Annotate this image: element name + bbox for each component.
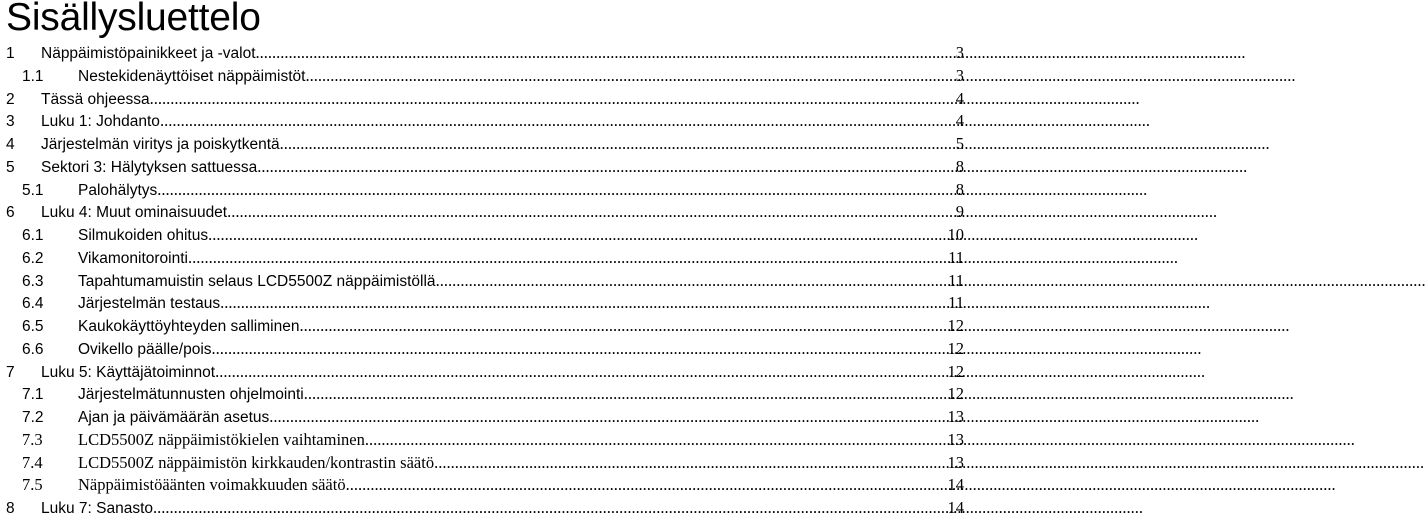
toc-entry-number: 7.4	[22, 452, 43, 472]
dot-leader	[256, 42, 955, 65]
toc-entry-number: 3	[6, 113, 15, 131]
toc-entry-number: 2	[6, 90, 15, 108]
toc-entry-title[interactable]: Palohälytys	[78, 181, 158, 199]
toc-entry-page-number[interactable]: 14	[947, 475, 964, 495]
dot-leader	[299, 315, 946, 338]
table-of-contents	[0, 42, 964, 520]
toc-entry-number: 7.5	[22, 475, 43, 495]
toc-entry-page-number[interactable]: 13	[947, 452, 964, 472]
page-title: Sisällysluettelo	[6, 0, 261, 39]
toc-entry-title[interactable]: Järjestelmän testaus	[78, 295, 221, 313]
toc-entry[interactable]	[0, 338, 964, 361]
toc-entry-title[interactable]: Luku 5: Käyttäjätoiminnot	[41, 363, 216, 381]
toc-entry-title[interactable]: Luku 7: Sanasto	[41, 500, 154, 517]
toc-entry[interactable]	[0, 42, 964, 65]
toc-entry[interactable]	[0, 315, 964, 338]
toc-entry-page-number[interactable]: 10	[947, 225, 964, 244]
toc-entry-number: 6	[6, 204, 15, 222]
toc-entry[interactable]	[0, 361, 964, 384]
dot-leader	[257, 156, 955, 179]
dot-leader	[365, 429, 947, 452]
toc-entry[interactable]	[0, 247, 964, 270]
toc-entry-page-number[interactable]: 13	[947, 429, 964, 449]
toc-entry-page-number[interactable]: 13	[947, 407, 964, 426]
dot-leader	[208, 224, 946, 247]
toc-entry-number: 6.4	[22, 295, 44, 313]
toc-entry[interactable]	[0, 270, 964, 293]
toc-entry-title[interactable]: Ovikello päälle/pois	[78, 340, 212, 358]
toc-entry[interactable]	[0, 65, 964, 88]
dot-leader	[305, 65, 954, 88]
toc-entry-number: 7.2	[22, 409, 44, 426]
toc-entry-number: 6.3	[22, 272, 44, 290]
dot-leader	[436, 270, 948, 293]
toc-entry-title[interactable]: Silmukoiden ohitus	[78, 227, 209, 244]
toc-entry-page-number[interactable]: 12	[947, 316, 964, 335]
dot-leader	[212, 338, 947, 361]
toc-entry-page-number[interactable]: 12	[947, 384, 964, 404]
toc-entry-page-number[interactable]: 14	[947, 498, 964, 517]
toc-entry-title[interactable]: LCD5500Z näppäimistökielen vaihtaminen	[78, 429, 365, 449]
toc-entry[interactable]	[0, 179, 964, 202]
toc-entry-page-number[interactable]: 4	[955, 88, 964, 108]
dot-leader	[269, 406, 946, 429]
toc-entry-number: 7.3	[22, 429, 43, 449]
toc-entry-title[interactable]: Tapahtumamuistin selaus LCD5500Z näppäimistöllä	[78, 272, 436, 290]
toc-entry-page-number[interactable]: 9	[955, 202, 964, 222]
toc-entry[interactable]	[0, 88, 964, 111]
toc-entry[interactable]	[0, 497, 964, 520]
toc-entry[interactable]	[0, 429, 964, 452]
dot-leader	[227, 201, 955, 224]
toc-entry-title[interactable]: Järjestelmän viritys ja poiskytkentä	[41, 136, 280, 153]
toc-entry-number: 6.1	[22, 227, 44, 244]
toc-entry-title[interactable]: Ajan ja päivämäärän asetus	[78, 409, 270, 426]
toc-entry-page-number[interactable]: 4	[955, 111, 964, 131]
toc-entry-title[interactable]: Sektori 3: Hälytyksen sattuessa	[41, 158, 258, 176]
toc-entry[interactable]	[0, 474, 964, 497]
dot-leader	[304, 383, 947, 406]
toc-entry[interactable]	[0, 201, 964, 224]
toc-entry-page-number[interactable]: 12	[947, 338, 964, 358]
toc-entry-title[interactable]: Luku 1: Johdanto	[41, 113, 160, 131]
dot-leader	[160, 110, 955, 133]
dot-leader	[346, 474, 947, 497]
toc-entry-number: 5.1	[22, 181, 44, 199]
toc-entry-page-number[interactable]: 5	[955, 134, 964, 153]
toc-entry-number: 5	[6, 158, 15, 176]
toc-entry[interactable]	[0, 452, 964, 475]
toc-entry[interactable]	[0, 133, 964, 156]
toc-entry-number: 4	[6, 136, 15, 153]
dot-leader	[157, 179, 954, 202]
toc-entry[interactable]	[0, 292, 964, 315]
toc-entry-number: 6.2	[22, 249, 44, 267]
toc-entry[interactable]	[0, 110, 964, 133]
toc-entry-number: 6.6	[22, 340, 44, 358]
dot-leader	[153, 497, 946, 520]
toc-entry-title[interactable]: Nestekidenäyttöiset näppäimistöt	[78, 67, 306, 85]
toc-entry[interactable]	[0, 383, 964, 406]
toc-entry-number: 7	[6, 363, 15, 381]
toc-entry-title[interactable]: Kaukokäyttöyhteyden salliminen	[78, 318, 300, 335]
toc-entry-page-number[interactable]: 11	[948, 247, 964, 267]
dot-leader	[220, 292, 947, 315]
toc-entry-number: 8	[6, 500, 15, 517]
toc-entry-page-number[interactable]: 11	[948, 293, 964, 313]
toc-entry-title[interactable]: Näppäimistöäänten voimakkuuden säätö	[78, 475, 346, 495]
toc-entry-page-number[interactable]: 12	[947, 361, 964, 381]
toc-entry[interactable]	[0, 224, 964, 247]
toc-entry-page-number[interactable]: 8	[955, 179, 964, 199]
toc-entry-title[interactable]: Tässä ohjeessa	[41, 90, 150, 108]
toc-entry-page-number[interactable]: 3	[955, 65, 964, 85]
dot-leader	[215, 361, 946, 384]
toc-entry-title[interactable]: Vikamonitorointi	[78, 249, 188, 267]
toc-entry-page-number[interactable]: 3	[955, 43, 964, 62]
toc-entry-title[interactable]: Näppäimistöpainikkeet ja -valot	[41, 45, 256, 62]
toc-entry-number: 1	[6, 45, 15, 62]
toc-entry-title[interactable]: Järjestelmätunnusten ohjelmointi	[78, 386, 304, 404]
toc-entry-title[interactable]: LCD5500Z näppäimistön kirkkauden/kontrastin säätö	[78, 452, 435, 472]
dot-leader	[188, 247, 947, 270]
toc-entry-title[interactable]: Luku 4: Muut ominaisuudet	[41, 204, 228, 222]
toc-entry-number: 1.1	[22, 67, 44, 85]
toc-entry-number: 6.5	[22, 318, 44, 335]
toc-entry[interactable]	[0, 156, 964, 179]
toc-entry-number: 7.1	[22, 386, 44, 404]
toc-entry-page-number[interactable]: 8	[955, 156, 964, 176]
dot-leader	[434, 452, 946, 475]
dot-leader	[280, 133, 955, 156]
dot-leader	[150, 88, 955, 111]
toc-entry-page-number[interactable]: 11	[948, 270, 964, 290]
toc-entry[interactable]	[0, 406, 964, 429]
